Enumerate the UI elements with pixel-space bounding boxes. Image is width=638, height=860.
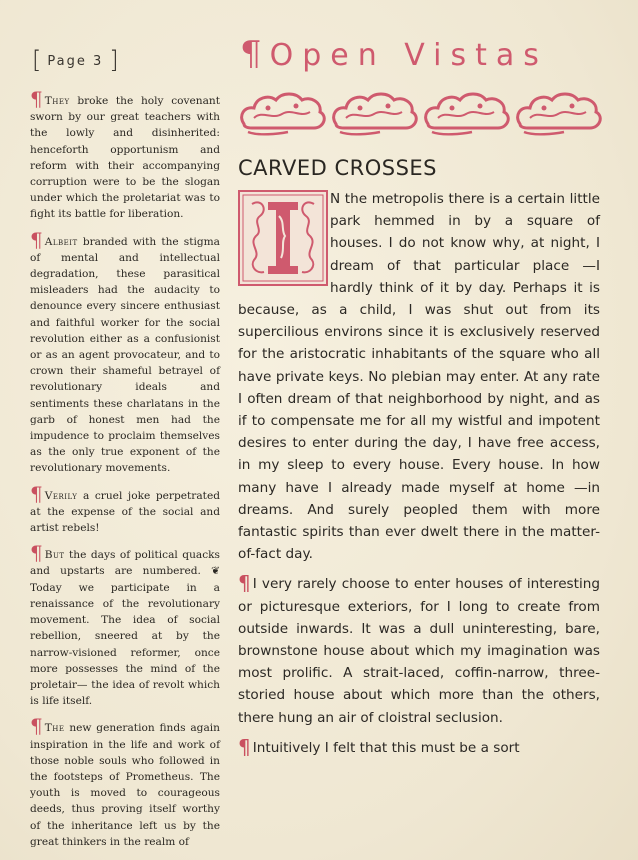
pilcrow-icon: ¶: [30, 714, 43, 739]
pilcrow-icon: ¶: [30, 481, 43, 506]
bracket-left: [: [32, 46, 42, 74]
cloud-scroll-ornament: [238, 86, 606, 138]
bracket-right: ]: [109, 46, 119, 74]
article-paragraph-3: [238, 734, 600, 759]
left-column: [30, 87, 220, 860]
cloud-ornament-1: [242, 94, 325, 134]
paragraph-text: branded with the stigma of mental and intellectual degradation, these parasitical misleaders had the audacity to denounce every sincere enthusiast and faithful worker for the social revolution either as a confusionist or as an agent provocateur, and to crown their shameful betrayel of revolutionary ideals and sentiments these charlatans in the garb of honest men had the impudence to proclaim themselves as the only true exponent of the revolutionary movements.: [30, 235, 220, 475]
article-paragraph-1: [238, 188, 600, 565]
paragraph-text: a cruel joke perpetrated at the expense of the social and artist rebels!: [30, 489, 220, 535]
lead-word: They: [44, 95, 70, 107]
paragraph-text: N the metropolis there is a certain little park hemmed in by a square of houses. I do not know why, at night, I dream of that particular place —I hardly think of it by day. Perhaps it is because, as a child, I was shut out from its supercilious environs since it is exclusively reserved for the aristocratic inhabitants of the square who all have private keys. No plebian may enter. At any rate I often dream of that neighborhood by night, and as if to compensate me for all my wistful and impotent desires to enter during the day, I have free access, in my sleep to every house. Every house. In how many have I already made myself at home —in dreams. And surely peopled them with more fantastic spirits than ever dwelt there in the matter-of-fact day.: [238, 191, 600, 563]
lead-word: Albeit: [44, 235, 78, 248]
cloud-ornament-3: [426, 94, 509, 134]
cloud-ornament-2: [334, 94, 417, 134]
left-paragraph-1: [30, 87, 220, 223]
paragraph-text: new generation finds again inspiration in the life and work of those noble souls who followed in the footsteps of Prometheus. The youth is moved to courageous deeds, thus proving itself worthy of the inheritance left us by the great thinkers in the realm of: [30, 722, 220, 848]
masthead: [240, 34, 600, 74]
left-paragraph-5: [30, 714, 220, 850]
pilcrow-icon: ¶: [30, 87, 43, 111]
left-paragraph-4: [30, 541, 220, 709]
paragraph-text: Intuitively I felt that this must be a sort: [252, 739, 520, 756]
cloud-ornament-4: [518, 94, 601, 134]
paragraph-text: broke the holy covenant sworn by our great teachers with the lowly and disinherited: henceforth opportunism and reform with their accompanying corruption were to be the slogan under which the proletariat was to fight its battle for liberation.: [30, 95, 220, 221]
left-paragraph-2: [30, 227, 220, 477]
pilcrow-icon: ¶: [30, 541, 43, 566]
page-number-label: Page 3: [47, 54, 104, 69]
masthead-title: Open Vistas: [269, 38, 548, 73]
left-paragraph-3: [30, 481, 220, 537]
article-title: CARVED CROSSES: [238, 156, 437, 180]
page-number: [32, 46, 119, 74]
paragraph-text: the days of political quacks and upstarts are numbered. ❦ Today we participate in a renaissance of the revolutionary movement. The idea of social rebellion, sneered at by the narrow-visioned reformer, once more possesses the mind of the proletair— the idea of revolt which is life itself.: [30, 549, 220, 708]
lead-word: But: [44, 549, 65, 562]
pilcrow-icon: ¶: [238, 571, 251, 596]
paragraph-text: I very rarely choose to enter houses of interesting or picturesque exteriors, for I long to create from outside inwards. It was a dull uninteresting, bare, brownstone house about which my imagination was most prolific. A strait-laced, coffin-narrow, three-storied house about which more than the others, there hung an air of cloistral seclusion.: [238, 576, 600, 726]
pilcrow-icon: ¶: [238, 734, 251, 759]
lead-word: Verily: [44, 489, 78, 502]
pilcrow-icon: ¶: [30, 227, 43, 252]
pilcrow-icon: ¶: [240, 34, 262, 74]
article-paragraph-2: [238, 573, 600, 728]
lead-word: The: [44, 722, 65, 735]
article-body: [238, 188, 600, 767]
